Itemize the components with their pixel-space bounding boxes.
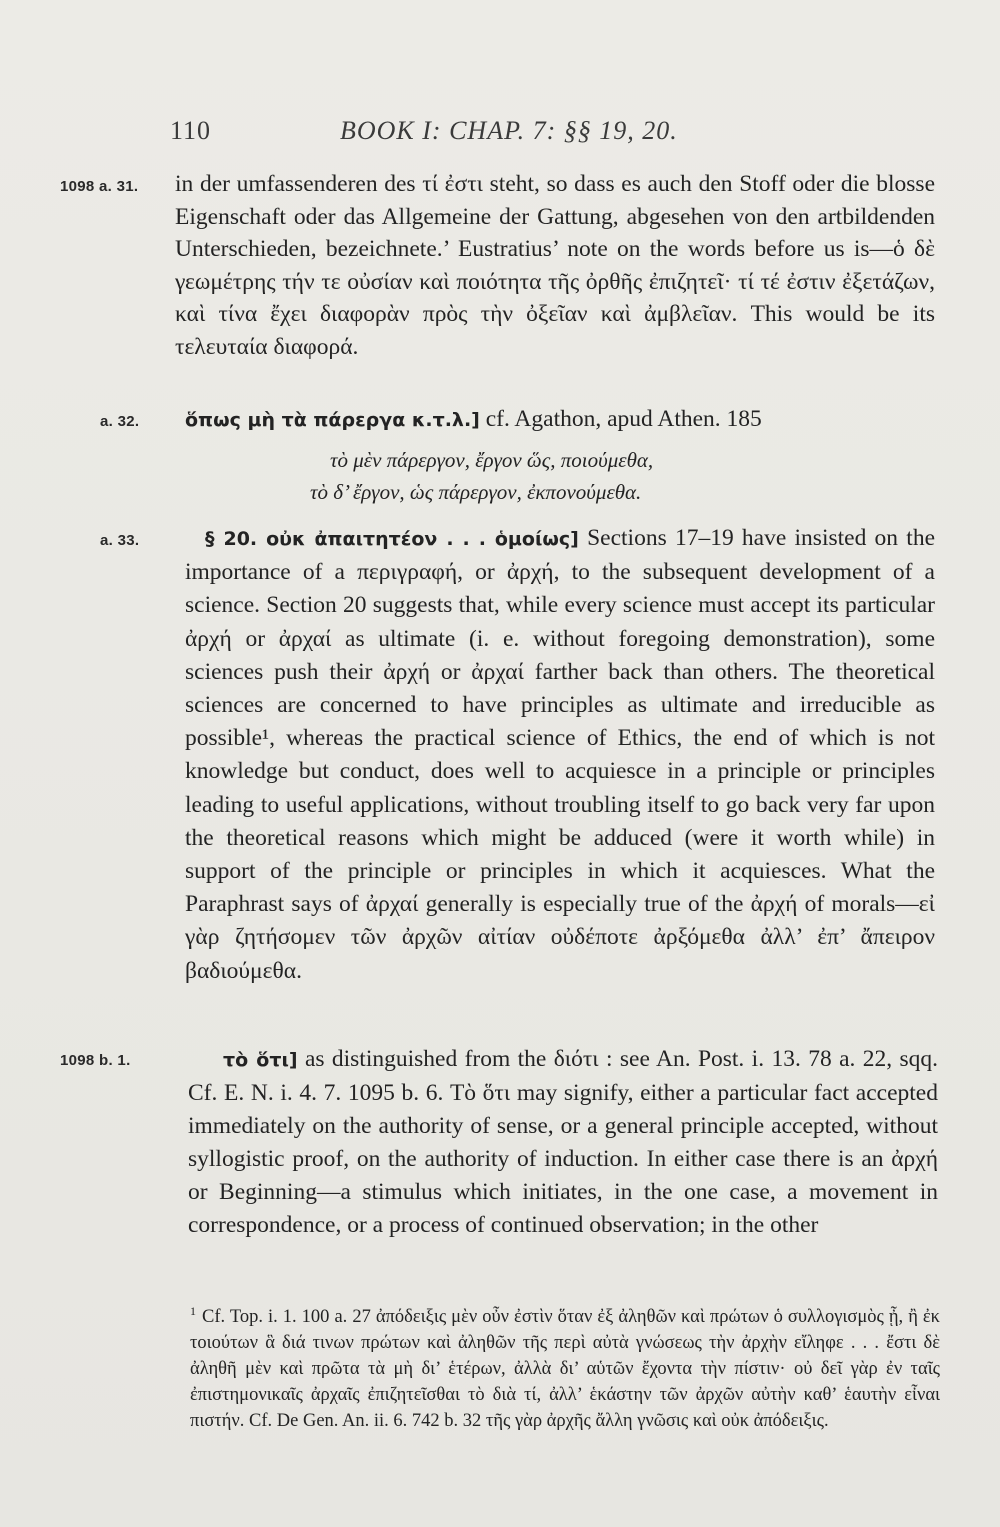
lemma: § 20. οὐκ ἀπαιτητέον . . . ὁμοίως] [205, 528, 579, 550]
entry-text: in der umfassenderen des τί ἐστι steht, so dass es auch den Stoff oder die blosse Eigenschaft oder das Allgemeine der Gattung, abgesehen von den artbildenden Unterschieden, bezeichnete.’ Eustratius’ note on the words before us is—ὁ δὲ γεωμέτρης τήν τε οὐσίαν καὶ ποιότητα τῆς ὀρθῆς ἐπιζητεῖ· τί τέ ἐστιν ἐξετάζων, καὶ τίνα ἔχει διαφορὰν πρὸς τὴν ὀξεῖαν καὶ ἀμβλεῖαν. This would be its τελευταία διαφορά. [175, 171, 935, 360]
entry-text: cf. Agathon, apud Athen. 185 [485, 406, 762, 432]
footnote-marker: 1 [190, 1304, 196, 1318]
footnote [190, 1298, 940, 1434]
verse-line: τὸ δ’ ἔργον, ὡς πάρεργον, ἐκπονούμεθα. [310, 480, 642, 504]
verse-quotation [310, 444, 653, 508]
lemma: τὸ ὅτι] [223, 1049, 298, 1071]
entry-body [188, 1043, 938, 1242]
entry-body [185, 522, 935, 988]
page-number: 110 [170, 116, 212, 145]
line-reference: 1098 b. 1. [60, 1052, 131, 1069]
line-reference: a. 32. [100, 413, 140, 430]
entry-text: as distinguished from the διότι : see An. Post. i. 13. 78 a. 22, sqq. Cf. E. N. i. 4. 7. 1095 b. 6. Τὸ ὅτι may signify, either a particular fact accepted immediately on the authority of sense, or a general principle accepted, without syllogistic proof, on the authority of induction. In either case there is an ἀρχή or Beginning—a stimulus which initiates, in the one case, a movement in correspondence, or a process of continued observation; in the other [188, 1046, 939, 1238]
footnote-text: Cf. Top. i. 1. 100 a. 27 ἀπόδειξις μὲν οὖν ἐστὶν ὅταν ἐξ ἀληθῶν καὶ πρώτων ὁ συλλογισμὸς ᾖ, ἢ ἐκ τοιούτων ἃ διά τινων πρώτων καὶ ἀληθῶν τῆς περὶ αὐτὰ γνώσεως τὴν ἀρχὴν εἴληφε . . . ἔστι δὲ ἀληθῆ μὲν καὶ πρῶτα τὰ μὴ δι’ ἑτέρων, ἀλλὰ δι’ αὑτῶν ἔχοντα τὴν πίστιν· οὐ δεῖ γὰρ ἐν ταῖς ἐπιστημονικαῖς ἀρχαῖς ἐπιζητεῖσθαι τὸ διὰ τί, ἀλλ’ ἑκάστην τῶν ἀρχῶν αὐτὴν καθ’ ἑαυτὴν εἶναι πιστήν. Cf. De Gen. An. ii. 6. 742 b. 32 τῆς γὰρ ἀρχῆς ἄλλη γνῶσις καὶ οὐκ ἀπόδειξις. [190, 1307, 940, 1432]
entry-text: Sections 17–19 have insisted on the importance of a περιγραφή, or ἀρχή, to the subsequent development of a science. Section 20 suggests that, while every science must accept its particular ἀρχή or ἀρχαί as ultimate (i. e. without foregoing demonstration), some sciences push their ἀρχή or ἀρχαί farther back than others. The theoretical sciences are concerned to have principles as ultimate and irreducible as possible¹, whereas the practical science of Ethics, the end of which is not knowledge but conduct, does well to acquiesce in a principle or principles leading to useful applications, without troubling itself to go back very far upon the theoretical reasons which might be adduced (were it worth while) in support of the principle or principles in which it acquiesces. What the Paraphrast says of ἀρχαί generally is especially true of the ἀρχή of morals—εἰ γὰρ ζητήσομεν τῶν ἀρχῶν αἰτίαν οὐδέποτε ἀρξόμεθα ἀλλ’ ἐπ’ ἄπειρον βαδιούμεθα. [185, 525, 936, 984]
entry-body [185, 403, 935, 437]
verse-line: τὸ μὲν πάρεργον, ἔργον ὥς, ποιούμεθα, [330, 448, 654, 472]
lemma: ὅπως μὴ τὰ πάρεργα κ.τ.λ.] [185, 409, 480, 431]
line-reference: 1098 a. 31. [60, 178, 139, 195]
line-reference: a. 33. [100, 532, 140, 549]
running-head: BOOK I: CHAP. 7: §§ 19, 20. [340, 116, 678, 145]
